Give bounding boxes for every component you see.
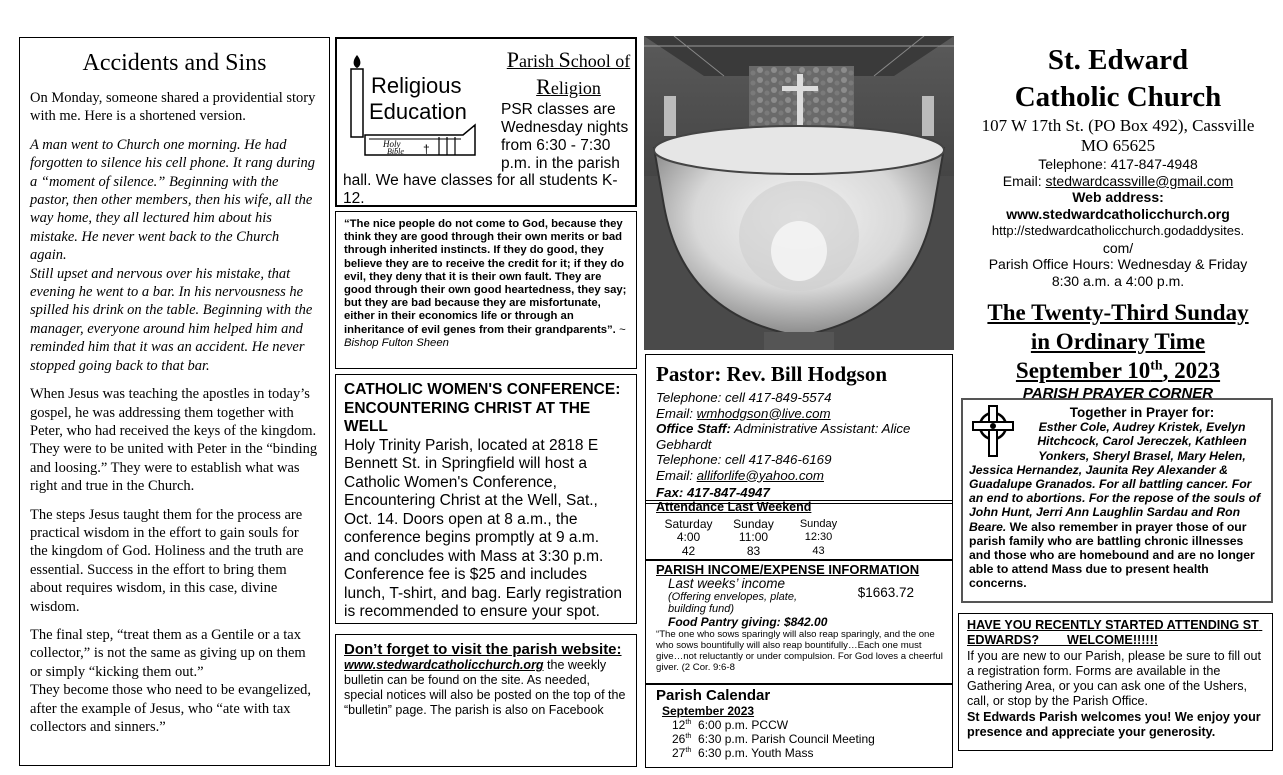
church-email-label: Email:	[1002, 172, 1046, 189]
calendar-title: Parish Calendar	[656, 687, 771, 704]
prayer-corner-heading: PARISH PRAYER CORNER	[1022, 384, 1214, 402]
article-paragraph-gospel: When Jesus was teaching the apostles in today’s gospel, he was addressing them together with Peter, who had received the keys of the kingdom. They were to be united with Peter in the “binding and loosing.” They were to establish what was right and true in the Church.	[30, 386, 318, 495]
office-hours-line2: 8:30 a.m. a 4:00 p.m.	[1051, 272, 1185, 289]
web-address-alt-link[interactable]: http://stedwardcatholicchurch.godaddysites.	[991, 222, 1245, 238]
income-last-weeks: Last weeks’ income	[668, 576, 786, 591]
church-header	[958, 42, 1278, 403]
prayer-title: Together in Prayer for:	[1069, 405, 1215, 420]
article-paragraph-evangelized: They become those who need to be evangelized, after the example of Jesus, who “ate with tax collectors and sinners.”	[30, 682, 312, 735]
article-paragraph-final-step: The final step, “treat them as a Gentile or a tax collector,” is not the same as giving up on them or simply “kicking them out.”	[30, 626, 306, 680]
quote-text: “The nice people do not come to God, because they think they are good through their own merits or bad through inherited instincts. If they do good, they believe they are to receive the credit for it; if they do evil, they deny that it is their own fault. They are good through their own good heartedness, they say; but they are bad because they are misfortunate, either in their economics life or through an inheritance of evil genes from their grandparents”.	[344, 218, 627, 336]
website-link[interactable]: www.stedwardcatholicchurch.org	[344, 658, 544, 672]
logo-text-bible: Bible	[387, 147, 404, 156]
conference-body: Holy Trinity Parish, located at 2818 E Bennett St. in Springfield will host a Catholic Women's Conference, Encountering Christ at the Well, Sat., Oct. 14. Doors open at 8 a.m., the conference begins promptly at 9 a.m. and concludes with Mass at 3:30 p.m. Conference fee is $25 and includes lunch, T-shirt, and bag. Early registration is recommended to ensure your spot.	[344, 436, 622, 620]
logo-text-education: Education	[369, 99, 467, 124]
sheen-quote-box	[335, 211, 637, 369]
church-name-line1: St. Edward	[1047, 44, 1189, 76]
office-staff-label: Office Staff:	[656, 421, 731, 436]
logo-text-holy: Holy	[383, 139, 401, 149]
pastor-title: Pastor: Rev. Bill Hodgson	[656, 362, 888, 386]
welcome-closing: St Edwards Parish welcomes you! We enjoy your presence and appreciate your generosity.	[967, 709, 1261, 740]
baptismal-font-photo	[644, 36, 954, 350]
psr-title: Parish School of Religion	[506, 47, 631, 99]
psr-text-continued: hall. We have classes for all students K-12.	[343, 172, 618, 207]
article-title: Accidents and Sins	[82, 50, 267, 76]
income-verse: “The one who sows sparingly will also reap sparingly, and the one who sows bountifully will also reap bountifully…Each one must give…not reluctantly or under compulsion. For God loves a cheerful giver. (2 Cor. 9:6-8	[656, 629, 943, 673]
celtic-cross-icon	[969, 404, 1017, 458]
pastor-box	[645, 354, 953, 504]
article-story-continued: Still upset and nervous over his mistake, that evening he went to a bar. In his nervousness he spilled his drink on the table. Beginning with the manager, everyone around him helped him and reminded him that it was an accident. He never stopped going back to that bar.	[30, 265, 313, 374]
psr-text: PSR classes are Wednesday nights from 6:30 - 7:30 p.m. in the parish	[501, 101, 629, 172]
welcome-title: HAVE YOU RECENTLY STARTED ATTENDING ST EDWARDS? WELCOME!!!!!!	[967, 618, 1263, 648]
conference-title: CATHOLIC WOMEN'S CONFERENCE: ENCOUNTERING CHRIST AT THE WELL	[344, 381, 621, 435]
calendar-box	[645, 684, 953, 768]
church-address-line1: 107 W 17th St. (PO Box 492), Cassville	[981, 116, 1255, 135]
attendance-title: Attendance Last Weekend	[656, 500, 812, 514]
pastor-email-label: Email:	[656, 405, 697, 421]
sunday-title-line1: The Twenty-Third Sunday	[987, 299, 1249, 325]
web-address-alt-link-end: com/	[1102, 239, 1134, 256]
sunday-title-line2: in Ordinary Time	[1030, 328, 1206, 354]
staff-email-link[interactable]: alliforlife@yahoo.com	[696, 467, 824, 483]
pastor-email-link[interactable]: wmhodgson@live.com	[696, 405, 831, 421]
article-intro: On Monday, someone shared a providential story with me. Here is a shortened version.	[30, 90, 316, 125]
food-pantry-giving: Food Pantry giving: $842.00	[668, 615, 828, 629]
calendar-event: 12th 6:00 p.m. PCCW	[672, 717, 789, 732]
svg-text:†: †	[423, 142, 430, 156]
psr-box	[335, 37, 637, 207]
church-name-line2: Catholic Church	[1014, 81, 1222, 113]
web-address-link[interactable]: www.stedwardcatholicchurch.org	[1006, 206, 1230, 223]
staff-telephone: Telephone: cell 417-846-6169	[656, 452, 832, 467]
article-paragraph-wisdom: The steps Jesus taught them for the process are practical wisdom in the effort to gain souls for the kingdom of God. Holiness and the truth are essential. Success in the effort to bring them about requires wisdom, in this case, divine wisdom.	[30, 506, 304, 615]
welcome-body: If you are new to our Parish, please be sure to fill out a registration form. Forms are available in the Gathering Area, or you can ask one of the Ushers, call, or stop by the Parish Office.	[967, 648, 1262, 709]
sunday-date: September 10th, 2023	[1015, 356, 1221, 383]
website-body: the weekly bulletin can be found on the site. As needed, special notices will also be posted on the top of the “bulletin” page. The parish is also on Facebook	[344, 658, 626, 717]
office-hours-line1: Parish Office Hours: Wednesday & Friday	[988, 256, 1248, 273]
income-box	[645, 560, 953, 684]
website-title: Don’t forget to visit the parish website:	[344, 641, 622, 658]
religious-education-logo	[343, 49, 493, 159]
attendance-table	[656, 518, 942, 559]
church-address-line2: MO 65625	[1080, 136, 1156, 155]
calendar-month: September 2023	[662, 704, 755, 718]
staff-email-label: Email:	[656, 467, 697, 483]
church-telephone: Telephone: 417-847-4948	[1038, 156, 1198, 172]
website-box	[335, 634, 637, 767]
calendar-event: 26th 6:30 p.m. Parish Council Meeting	[672, 731, 875, 746]
income-title: PARISH INCOME/EXPENSE INFORMATION	[656, 562, 920, 577]
church-email-link[interactable]: stedwardcassville@gmail.com	[1045, 172, 1234, 189]
attendance-col: Sunday 11:00 83	[733, 516, 774, 558]
quote-author: ~ Bishop Fulton Sheen	[344, 323, 626, 349]
prayer-body: We also remember in prayer those of our parish family who are battling chronic illnesses and those who are homebound and are no longer able to attend Mass due to present health concerns.	[969, 519, 1255, 591]
pastor-telephone: Telephone: cell 417-849-5574	[656, 390, 832, 405]
office-staff: Administrative Assistant: Alice Gebhardt	[656, 421, 911, 452]
prayer-names: Esther Cole, Audrey Kristek, Evelyn Hitchcock, Carol Jereczek, Kathleen Yonkers, Sheryl Brasel, Mary Helen,	[1037, 420, 1247, 463]
attendance-box	[645, 500, 953, 560]
fax-number: Fax: 417-847-4947	[656, 485, 770, 500]
prayer-names-continued: Jessica Hernandez, Jaunita Rey Alexander & Guadalupe Granados. For all battling cancer. For an end to abortions. For the repose of the souls of John Hunt, Jerri Ann Laughlin Sardau and Ron Beare.	[969, 462, 1261, 534]
income-amount: $1663.72	[857, 585, 914, 600]
prayer-box	[961, 398, 1273, 603]
web-address-label: Web address:	[1072, 189, 1164, 206]
calendar-event: 27th 6:30 p.m. Youth Mass	[672, 745, 814, 760]
attendance-col: Saturday 4:00 42	[664, 516, 713, 558]
column-accidents-and-sins	[19, 37, 330, 766]
womens-conference-box	[335, 374, 637, 624]
welcome-box	[958, 613, 1273, 751]
article-story: A man went to Church one morning. He had forgotten to silence his cell phone. It rang during a “moment of silence.” Beginning with the pastor, then other members, then his wife, all the way home, they all lectured him about his mistake. He never went back to the Church again.	[30, 136, 315, 264]
attendance-col: Sunday 12:30 43	[799, 517, 838, 557]
logo-text-religious: Religious	[371, 73, 462, 98]
income-note: (Offering envelopes, plate, building fund)	[668, 591, 798, 615]
